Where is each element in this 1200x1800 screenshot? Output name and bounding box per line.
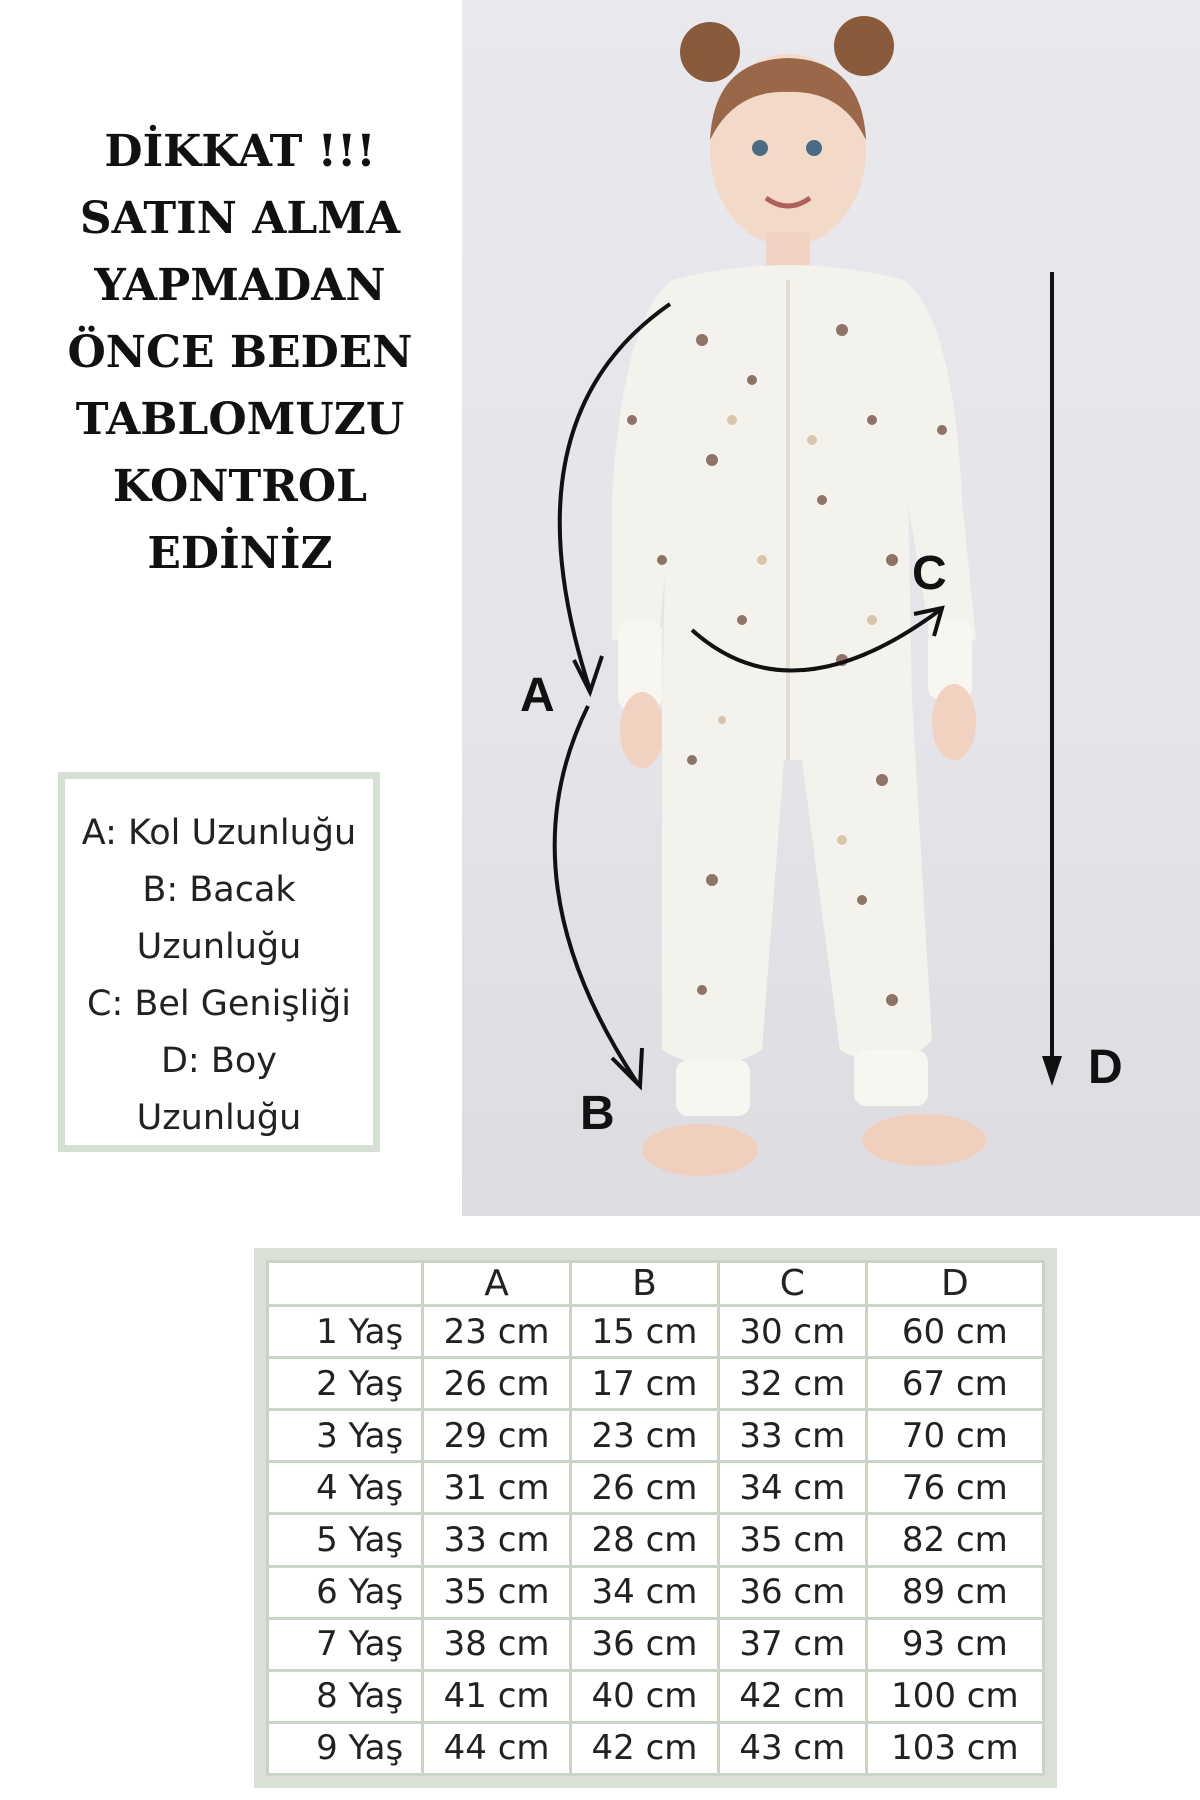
header-cell: D [866,1262,1043,1306]
legend-line: D: Boy [160,1041,277,1081]
value-cell: 44 cm [423,1722,571,1774]
legend-line: Uzunluğu [136,927,302,967]
age-cell: 5 Yaş [268,1514,423,1566]
table-row [268,1358,1044,1410]
value-cell: 33 cm [423,1514,571,1566]
value-cell: 28 cm [571,1514,719,1566]
table-row [268,1306,1044,1358]
value-cell: 35 cm [718,1514,866,1566]
child-in-sleepsuit-illustration [462,0,1200,1216]
value-cell: 23 cm [571,1410,719,1462]
value-cell: 67 cm [866,1358,1043,1410]
warning-line: DİKKAT !!! [104,126,376,177]
value-cell: 100 cm [866,1670,1043,1722]
value-cell: 40 cm [571,1670,719,1722]
table-row [268,1566,1044,1618]
value-cell: 41 cm [423,1670,571,1722]
age-cell: 2 Yaş [268,1358,423,1410]
value-cell: 38 cm [423,1618,571,1670]
size-table-frame [254,1248,1057,1788]
value-cell: 76 cm [866,1462,1043,1514]
label-c: C [912,547,947,600]
legend-line: A: Kol Uzunluğu [81,813,357,853]
warning-line: ÖNCE BEDEN [67,327,413,378]
label-a: A [520,669,555,722]
size-table [266,1260,1045,1776]
table-row [268,1410,1044,1462]
label-d: D [1088,1041,1123,1094]
value-cell: 60 cm [866,1306,1043,1358]
age-cell: 4 Yaş [268,1462,423,1514]
value-cell: 26 cm [423,1358,571,1410]
value-cell: 29 cm [423,1410,571,1462]
age-cell: 6 Yaş [268,1566,423,1618]
measurement-legend [58,772,380,1152]
value-cell: 93 cm [866,1618,1043,1670]
value-cell: 32 cm [718,1358,866,1410]
age-cell: 1 Yaş [268,1306,423,1358]
table-row [268,1618,1044,1670]
value-cell: 82 cm [866,1514,1043,1566]
age-cell: 8 Yaş [268,1670,423,1722]
value-cell: 36 cm [718,1566,866,1618]
value-cell: 30 cm [718,1306,866,1358]
age-cell: 9 Yaş [268,1722,423,1774]
value-cell: 42 cm [571,1722,719,1774]
value-cell: 37 cm [718,1618,866,1670]
table-header-row [268,1262,1044,1306]
age-cell: 3 Yaş [268,1410,423,1462]
table-row [268,1514,1044,1566]
table-row [268,1462,1044,1514]
legend-line: C: Bel Genişliği [87,984,351,1024]
warning-line: EDİNİZ [147,528,333,579]
value-cell: 35 cm [423,1566,571,1618]
value-cell: 43 cm [718,1722,866,1774]
label-b: B [580,1087,615,1140]
warning-line: YAPMADAN [94,260,386,311]
value-cell: 17 cm [571,1358,719,1410]
value-cell: 36 cm [571,1618,719,1670]
value-cell: 26 cm [571,1462,719,1514]
header-cell: C [718,1262,866,1306]
value-cell: 103 cm [866,1722,1043,1774]
legend-line: Uzunluğu [136,1098,302,1138]
product-photo [462,0,1200,1216]
value-cell: 34 cm [571,1566,719,1618]
value-cell: 31 cm [423,1462,571,1514]
legend-line: B: Bacak [142,870,296,910]
value-cell: 70 cm [866,1410,1043,1462]
warning-text [40,118,440,587]
header-cell: B [571,1262,719,1306]
table-row [268,1722,1044,1774]
header-cell: A [423,1262,571,1306]
value-cell: 23 cm [423,1306,571,1358]
value-cell: 42 cm [718,1670,866,1722]
value-cell: 89 cm [866,1566,1043,1618]
header-cell [268,1262,423,1306]
value-cell: 34 cm [718,1462,866,1514]
warning-line: KONTROL [112,461,368,512]
value-cell: 33 cm [718,1410,866,1462]
warning-line: SATIN ALMA [79,193,401,244]
warning-line: TABLOMUZU [75,394,405,445]
age-cell: 7 Yaş [268,1618,423,1670]
table-row [268,1670,1044,1722]
value-cell: 15 cm [571,1306,719,1358]
